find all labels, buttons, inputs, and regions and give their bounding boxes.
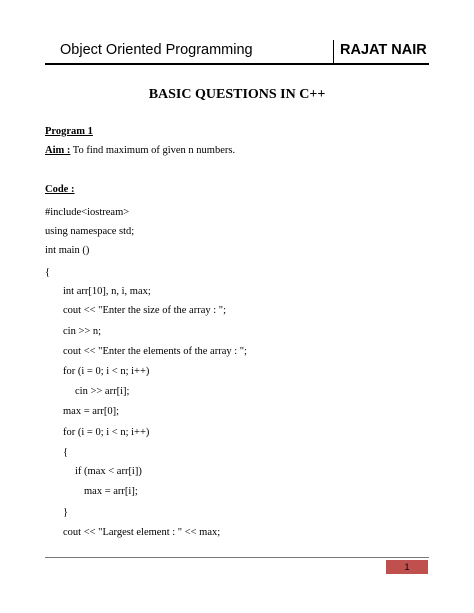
code-line: }	[63, 507, 69, 518]
code-line: max = arr[0];	[63, 406, 120, 417]
code-line: {	[45, 267, 51, 278]
code-line: int main ()	[45, 245, 90, 256]
code-line: if (max < arr[i])	[75, 466, 142, 477]
code-line: {	[63, 447, 69, 458]
code-line: cin >> n;	[63, 326, 102, 337]
code-line: for (i = 0; i < n; i++)	[63, 427, 150, 438]
header-title: Object Oriented Programming	[60, 42, 253, 58]
code-line: cout << "Enter the elements of the array : ";	[63, 346, 247, 357]
code-line: cout << "Enter the size of the array : ";	[63, 305, 226, 316]
footer-rule	[45, 557, 429, 558]
header-separator	[333, 40, 334, 64]
header-author: RAJAT NAIR	[340, 42, 427, 58]
aim-text: To find maximum of given n numbers.	[70, 145, 236, 156]
document-heading: BASIC QUESTIONS IN C++	[148, 87, 326, 102]
code-line: max = arr[i];	[84, 486, 138, 497]
code-line: using namespace std;	[45, 226, 135, 237]
aim-label: Aim :	[45, 145, 71, 156]
code-label: Code :	[45, 184, 75, 195]
page-number: 1	[386, 560, 428, 574]
code-line: for (i = 0; i < n; i++)	[63, 366, 150, 377]
aim-line	[45, 144, 235, 157]
code-line: int arr[10], n, i, max;	[63, 286, 151, 297]
code-line: #include<iostream>	[45, 207, 130, 218]
program-label: Program 1	[45, 126, 93, 137]
code-line: cin >> arr[i];	[75, 386, 130, 397]
header-rule	[45, 63, 429, 65]
code-line: cout << "Largest element : " << max;	[63, 527, 221, 538]
